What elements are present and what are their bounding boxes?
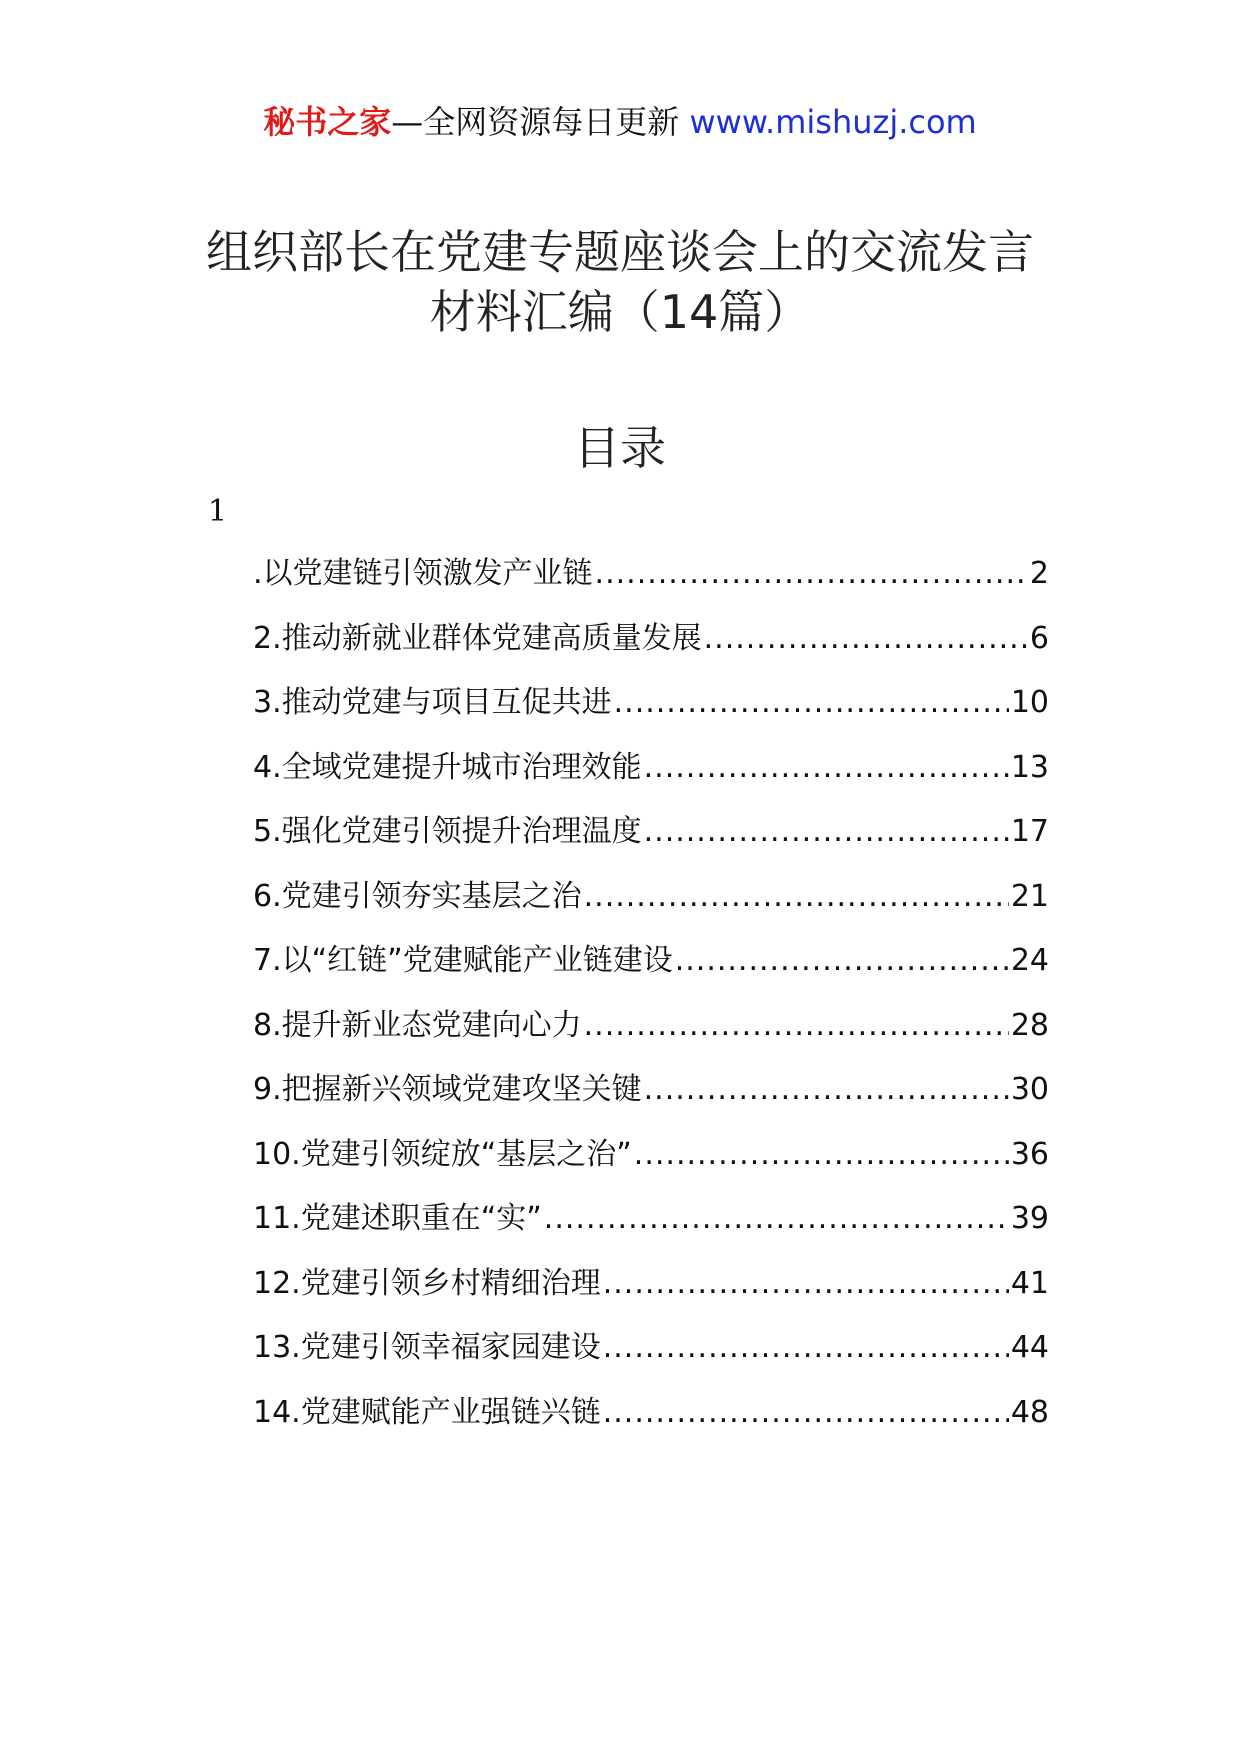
dot-leader — [704, 619, 1028, 659]
toc-entry-page: 17 — [1010, 814, 1049, 849]
toc-entry-4[interactable] — [253, 748, 1049, 813]
dot-leader — [644, 1070, 1009, 1110]
toc-entry-title: 3.推动党建与项目互促共进 — [253, 685, 612, 720]
toc-entry-page: 48 — [1010, 1394, 1049, 1430]
toc-entry-title: 11.党建述职重在“实” — [253, 1201, 542, 1236]
dot-leader — [644, 748, 1009, 788]
slogan: —全网资源每日更新 — [391, 103, 680, 141]
toc-entry-title: 13.党建引领幸福家园建设 — [253, 1330, 601, 1365]
toc-heading: 目录 — [574, 421, 666, 475]
toc-entry-page: 6 — [1029, 620, 1049, 656]
toc-entry-title: 2.推动新就业群体党建高质量发展 — [253, 620, 702, 656]
brand-name: 秘书之家 — [263, 103, 392, 141]
site-url[interactable]: www.mishuzj.com — [689, 103, 977, 141]
toc-entry-page: 24 — [1010, 943, 1049, 978]
toc-entry-page: 36 — [1010, 1136, 1049, 1172]
loose-number: 1 — [208, 494, 228, 529]
document-title — [140, 222, 1100, 342]
toc-entry-11[interactable] — [253, 1199, 1049, 1264]
toc-entry-title: 9.把握新兴领域党建攻坚关键 — [253, 1072, 642, 1107]
table-of-contents — [253, 554, 1049, 1457]
dot-leader — [634, 1135, 1009, 1175]
toc-entry-title: 12.党建引领乡村精细治理 — [253, 1265, 601, 1301]
toc-entry-page: 41 — [1010, 1265, 1049, 1301]
toc-entry-title: 6.党建引领夯实基层之治 — [253, 878, 582, 914]
toc-entry-title: 8.提升新业态党建向心力 — [253, 1007, 582, 1043]
toc-entry-title: 4.全域党建提升城市治理效能 — [253, 749, 642, 785]
dot-leader — [675, 941, 1009, 981]
title-line-2: 材料汇编（14篇） — [429, 285, 811, 339]
toc-entry-8[interactable] — [253, 1006, 1049, 1071]
dot-leader — [584, 1006, 1009, 1046]
toc-entry-10[interactable] — [253, 1135, 1049, 1200]
dot-leader — [544, 1199, 1009, 1239]
toc-entry-page: 21 — [1010, 878, 1049, 914]
toc-entry-page: 13 — [1010, 749, 1049, 785]
toc-entry-page: 28 — [1010, 1007, 1049, 1043]
toc-entry-5[interactable] — [253, 812, 1049, 877]
toc-entry-9[interactable] — [253, 1070, 1049, 1135]
dot-leader — [584, 877, 1009, 917]
toc-entry-title: 10.党建引领绽放“基层之治” — [253, 1136, 632, 1172]
toc-entry-title: 14.党建赋能产业强链兴链 — [253, 1394, 601, 1430]
toc-entry-6[interactable] — [253, 877, 1049, 942]
toc-entry-title: 7.以“红链”党建赋能产业链建设 — [253, 943, 673, 978]
dot-leader — [603, 1393, 1009, 1433]
site-header — [0, 100, 1240, 144]
dot-leader — [603, 1328, 1009, 1368]
toc-entry-title: 5.强化党建引领提升治理温度 — [253, 814, 642, 849]
toc-entry-page: 39 — [1010, 1201, 1049, 1236]
dot-leader — [603, 1264, 1009, 1304]
dot-leader — [644, 812, 1009, 852]
dot-leader — [614, 683, 1009, 723]
dot-leader — [595, 554, 1028, 594]
toc-entry-title: .以党建链引领激发产业链 — [253, 556, 593, 591]
toc-entry-7[interactable] — [253, 941, 1049, 1006]
toc-entry-2[interactable] — [253, 619, 1049, 684]
toc-entry-page: 10 — [1010, 685, 1049, 720]
title-line-1: 组织部长在党建专题座谈会上的交流发言 — [206, 225, 1034, 279]
toc-entry-page: 44 — [1010, 1330, 1049, 1365]
toc-entry-13[interactable] — [253, 1328, 1049, 1393]
toc-entry-page: 2 — [1029, 556, 1049, 591]
toc-entry-1[interactable] — [253, 554, 1049, 619]
toc-entry-3[interactable] — [253, 683, 1049, 748]
toc-entry-12[interactable] — [253, 1264, 1049, 1329]
toc-entry-page: 30 — [1010, 1072, 1049, 1107]
toc-entry-14[interactable] — [253, 1393, 1049, 1458]
